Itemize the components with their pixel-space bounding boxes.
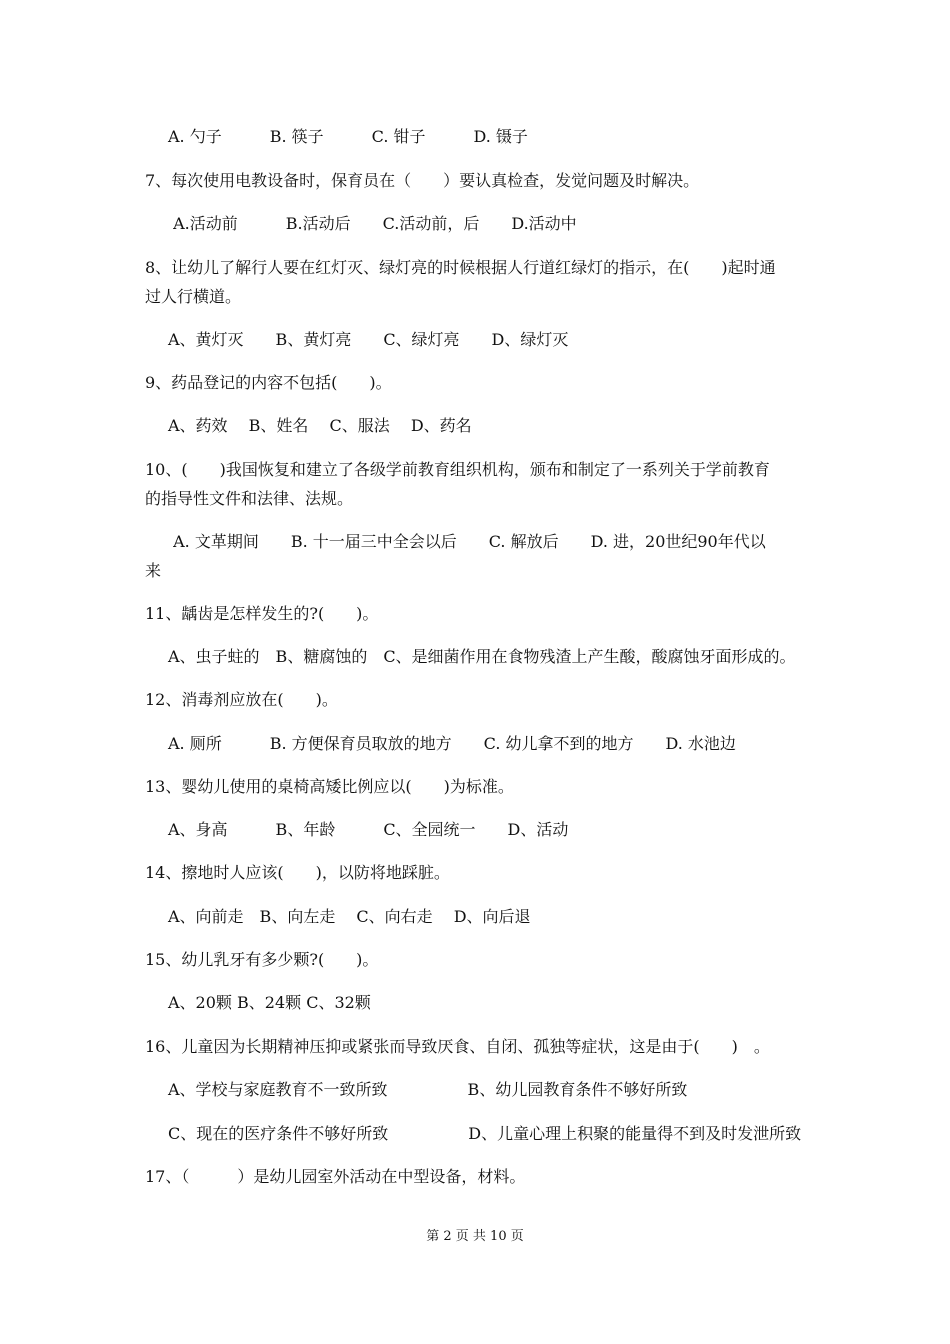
question-15: 15、幼儿乳牙有多少颗?( )。 [145,950,379,969]
question-14: 14、擦地时人应该( )，以防将地踩脏。 [145,863,450,882]
question-16-options-line-1: A、学校与家庭教育不一致所致 B、幼儿园教育条件不够好所致 [168,1080,688,1099]
question-16: 16、儿童因为长期精神压抑或紧张而导致厌食、自闭、孤独等症状，这是由于( ) 。 [145,1037,770,1056]
question-16-options-line-2: C、现在的医疗条件不够好所致 D、儿童心理上积聚的能量得不到及时发泄所致 [168,1124,802,1143]
question-6-options: A. 勺子 B. 筷子 C. 钳子 D. 镊子 [168,127,528,146]
question-11-options: A、虫子蛀的 B、糖腐蚀的 C、是细菌作用在食物残渣上产生酸，酸腐蚀牙面形成的。 [168,647,796,666]
question-9: 9、药品登记的内容不包括( )。 [145,373,392,392]
question-10-options-line-2: 来 [145,561,162,580]
page-number-footer: 第 2 页 共 10 页 [426,1229,524,1244]
question-8-line-2: 过人行横道。 [145,287,242,306]
question-10-line-1: 10、( )我国恢复和建立了各级学前教育组织机构，颁布和制定了一系列关于学前教育 [145,460,770,479]
question-13: 13、婴幼儿使用的桌椅高矮比例应以( )为标准。 [145,777,514,796]
question-14-options: A、向前走 B、向左走 C、向右走 D、向后退 [168,907,531,926]
question-15-options: A、20颗 B、24颗 C、32颗 [168,993,371,1012]
question-9-options: A、药效 B、姓名 C、服法 D、药名 [168,416,472,435]
question-8-options: A、黄灯灭 B、黄灯亮 C、绿灯亮 D、绿灯灭 [168,330,569,349]
question-12: 12、消毒剂应放在( )。 [145,690,338,709]
question-7-options: A.活动前 B.活动后 C.活动前，后 D.活动中 [168,214,577,233]
question-11: 11、龋齿是怎样发生的?( )。 [145,604,379,623]
question-10-options-line-1: A. 文革期间 B. 十一届三中全会以后 C. 解放后 D. 进，20世纪90年代以 [168,532,766,551]
question-8-line-1: 8、让幼儿了解行人要在红灯灭、绿灯亮的时候根据人行道红绿灯的指示，在( )起时通 [145,258,776,277]
question-10-line-2: 的指导性文件和法律、法规。 [145,489,354,508]
question-13-options: A、身高 B、年龄 C、全园统一 D、活动 [168,820,569,839]
question-17: 17、（ ）是幼儿园室外活动在中型设备，材料。 [145,1167,526,1186]
question-7: 7、每次使用电教设备时，保育员在（ ）要认真检查，发觉问题及时解决。 [145,171,700,190]
question-12-options: A. 厕所 B. 方便保育员取放的地方 C. 幼儿拿不到的地方 D. 水池边 [168,734,736,753]
